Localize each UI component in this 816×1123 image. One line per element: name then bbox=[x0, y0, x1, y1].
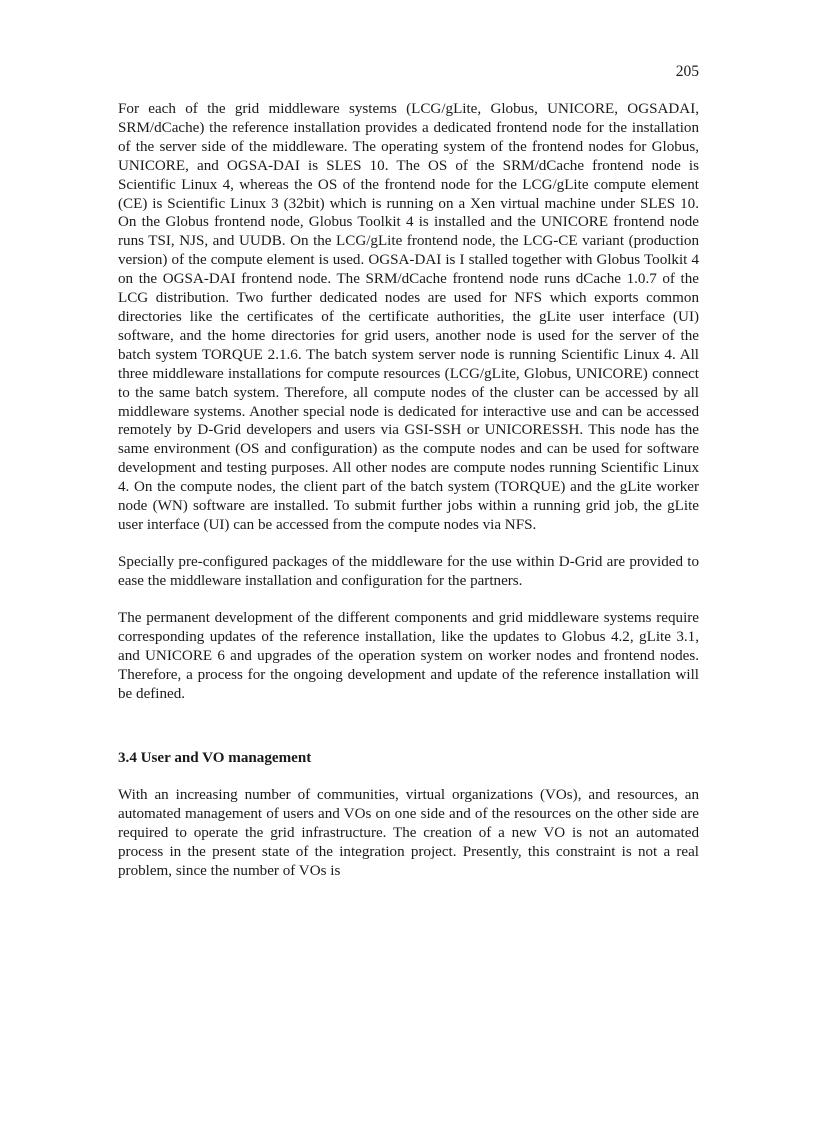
paragraph-reference-installation: For each of the grid middleware systems (LCG/gLite, Globus, UNICORE, OGSADAI, SRM/dCache) the reference installation provides a dedicated frontend node for the installation of the server side of the middleware. The operating system of the frontend nodes for Globus, UNICORE, and OGSA-DAI is SLES 10. The OS of the SRM/dCache frontend node is Scientific Linux 4, whereas the OS of the frontend node for the LCG/gLite compute element (CE) is Scientific Linux 3 (32bit) which is running on a Xen virtual machine under SLES 10. On the Globus frontend node, Globus Toolkit 4 is installed and the UNICORE frontend node runs TSI, NJS, and UUDB. On the LCG/gLite frontend node, the LCG-CE variant (production version) of the compute element is used. OGSA-DAI is I stalled together with Globus Toolkit 4 on the OGSA-DAI frontend node. The SRM/dCache frontend node runs dCache 1.0.7 of the LCG distribution. Two further dedicated nodes are used for NFS which exports common directories like the certificates of the certificate authorities, the gLite user interface (UI) software, and the home directories for grid users, another node is used for the server of the batch system TORQUE 2.1.6. The batch system server node is running Scientific Linux 4. All three middleware installations for compute resources (LCG/gLite, Globus, UNICORE) connect to the same batch system. Therefore, all compute nodes of the cluster can be accessed by all middleware systems. Another special node is dedicated for interactive use and can be accessed remotely by D-Grid developers and users via GSI-SSH or UNICORESSH. This node has the same environment (OS and configuration) as the compute nodes and can be used for software development and testing purposes. All other nodes are compute nodes running Scientific Linux 4. On the compute nodes, the client part of the batch system (TORQUE) and the gLite worker node (WN) software are installed. To submit further jobs within a running grid job, the gLite user interface (UI) can be accessed from the compute nodes via NFS. bbox=[118, 101, 699, 533]
body-text bbox=[118, 100, 699, 881]
page-number: 205 bbox=[675, 63, 699, 80]
paragraph-user-vo-management: With an increasing number of communities, virtual organizations (VOs), and resources, an automated management of users and VOs on one side and of the resources on the other side are required to operate the grid infrastructure. The creation of a new VO is not an automated process in the present state of the integration project. Presently, this constraint is not a real problem, since the number of VOs is bbox=[118, 787, 699, 879]
section-heading: 3.4 User and VO management bbox=[118, 749, 312, 766]
paragraph-permanent-development: The permanent development of the different components and grid middleware systems require corresponding updates of the reference installation, like the updates to Globus 4.2, gLite 3.1, and UNICORE 6 and upgrades of the operation system on worker nodes and frontend nodes. Therefore, a process for the ongoing development and update of the reference installation will be defined. bbox=[118, 610, 699, 702]
paragraph-preconfigured-packages: Specially pre-configured packages of the middleware for the use within D-Grid are provided to ease the middleware installation and configuration for the partners. bbox=[118, 554, 699, 590]
